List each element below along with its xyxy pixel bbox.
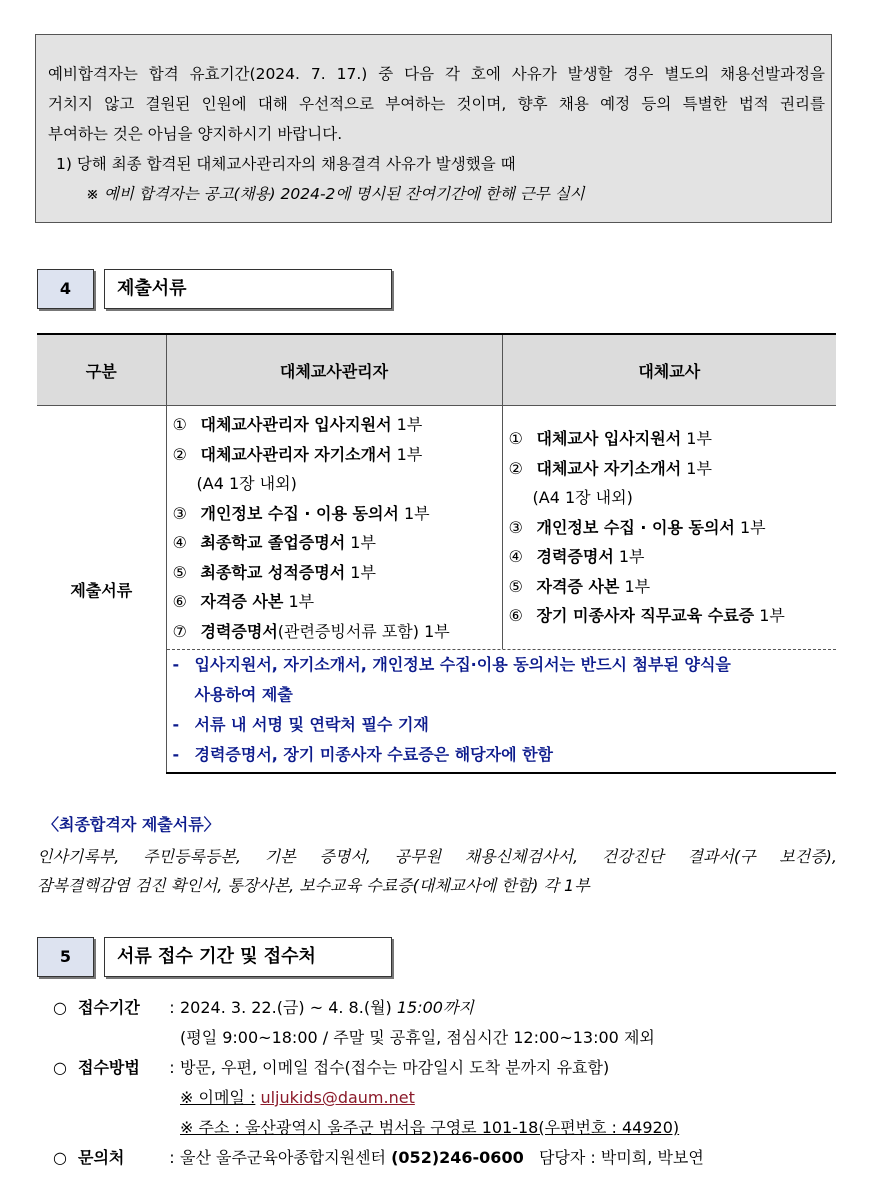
period-time: 15:00까지 <box>396 998 474 1017</box>
list-item: ⑥ 장기 미종사자 직무교육 수료증 1부 <box>508 606 785 625</box>
note-line: - 입사지원서, 자기소개서, 개인정보 수집·이용 동의서는 반드시 첨부된 양식을 <box>172 655 731 674</box>
list-item: ⑦ 경력증명서(관련증빙서류 포함) 1부 <box>172 621 450 641</box>
table-header-manager: 대체교사관리자 <box>166 334 502 406</box>
method-value: 방문, 우편, 이메일 접수(접수는 마감일시 도착 분까지 유효함) <box>180 1058 610 1077</box>
section-number: 4 <box>37 269 94 309</box>
section-number: 5 <box>37 937 94 977</box>
final-docs-title: 〈최종합격자 제출서류〉 <box>43 815 220 834</box>
table-header-category: 구분 <box>37 334 166 406</box>
notice-paragraph-line: 부여하는 것은 아님을 양지하시기 바랍니다. <box>48 125 343 143</box>
manager-docs-list <box>167 410 502 646</box>
method-label: 접수방법 <box>78 1058 140 1077</box>
note-line: - 서류 내 서명 및 연락처 필수 기재 <box>172 715 429 734</box>
email-row: ※ 이메일 : uljukids@daum.net <box>180 1088 415 1107</box>
list-item: ① 대체교사 입사지원서 1부 <box>508 429 712 448</box>
final-docs-body <box>37 842 837 900</box>
submission-info <box>53 993 704 1173</box>
list-item: ③ 개인정보 수집 · 이용 동의서 1부 <box>172 503 430 523</box>
list-item: (A4 1장 내외) <box>532 488 633 507</box>
row-label: 제출서류 <box>37 406 166 774</box>
documents-table <box>37 333 836 774</box>
list-item: ② 대체교사관리자 자기소개서 1부 <box>172 444 423 464</box>
list-item: ① 대체교사관리자 입사지원서 1부 <box>172 415 423 434</box>
notice-paragraph-line: 거치지 않고 결원된 인원에 대해 우선적으로 부여하는 것이며, 향후 채용 예정 등의 특별한 법적 권리를 <box>48 95 825 113</box>
contact-row: ○ 문의처 : 울산 울주군육아종합지원센터 (052)246-0600 담당자 : 박미희, 박보연 <box>53 1143 704 1173</box>
manager-docs-cell <box>166 406 502 650</box>
list-item: ⑤ 자격증 사본 1부 <box>508 576 651 596</box>
notice-remark: ※ 예비 합격자는 공고(채용) 2024-2에 명시된 잔여기간에 한해 근무 실시 <box>86 185 585 203</box>
list-item: ④ 최종학교 졸업증명서 1부 <box>172 533 376 552</box>
contact-org: 울산 울주군육아종합지원센터 <box>180 1148 387 1167</box>
note-line: - 경력증명서, 장기 미종사자 수료증은 해당자에 한함 <box>172 745 554 764</box>
teacher-docs-cell <box>502 406 836 650</box>
method-row: ○ 접수방법 : 방문, 우편, 이메일 접수(접수는 마감일시 도착 분까지 유효함) <box>53 1053 704 1083</box>
period-note: (평일 9:00~18:00 / 주말 및 공휴일, 점심시간 12:00~13:00 제외 <box>180 1028 655 1047</box>
list-item: ③ 개인정보 수집 · 이용 동의서 1부 <box>508 517 766 537</box>
note-line: 사용하여 제출 <box>194 685 293 704</box>
teacher-docs-list <box>503 424 837 631</box>
period-row: ○ 접수기간 : 2024. 3. 22.(금) ~ 4. 8.(월) 15:00까지 <box>53 993 704 1023</box>
list-item: ⑤ 최종학교 성적증명서 1부 <box>172 562 376 582</box>
final-docs-line: 인사기록부, 주민등록등본, 기본 증명서, 공무원 채용신체검사서, 건강진단 결과서(구 보건증), <box>37 847 837 866</box>
list-item: (A4 1장 내외) <box>196 474 297 493</box>
list-item: ⑥ 자격증 사본 1부 <box>172 592 315 611</box>
section-title: 서류 접수 기간 및 접수처 <box>104 937 392 977</box>
section-title: 제출서류 <box>104 269 392 309</box>
table-header-teacher: 대체교사 <box>502 334 836 406</box>
list-item: ④ 경력증명서 1부 <box>508 547 645 566</box>
contact-person: 담당자 : 박미희, 박보연 <box>538 1148 704 1167</box>
submission-notes <box>167 649 837 772</box>
notice-paragraph-line: 예비합격자는 합격 유효기간(2024. 7. 17.) 중 다음 각 호에 사유가 발생할 경우 별도의 채용선발과정을 <box>48 65 825 83</box>
period-value: 2024. 3. 22.(금) ~ 4. 8.(월) <box>180 998 392 1017</box>
preliminary-candidate-notice <box>35 34 832 223</box>
period-label: 접수기간 <box>78 998 140 1017</box>
notes-cell <box>166 649 836 773</box>
contact-label: 문의처 <box>78 1148 125 1167</box>
address-row: ※ 주소 : 울산광역시 울주군 범서읍 구영로 101-18(우편번호 : 44920) <box>180 1118 680 1137</box>
contact-phone: (052)246-0600 <box>391 1148 524 1167</box>
final-docs-line: 잠복결핵감염 검진 확인서, 통장사본, 보수교육 수료증(대체교사에 한함) 각 1부 <box>37 876 590 895</box>
list-item: ② 대체교사 자기소개서 1부 <box>508 458 712 478</box>
email-link[interactable]: uljukids@daum.net <box>260 1088 415 1107</box>
notice-item: 1) 당해 최종 합격된 대체교사관리자의 채용결격 사유가 발생했을 때 <box>56 155 516 173</box>
